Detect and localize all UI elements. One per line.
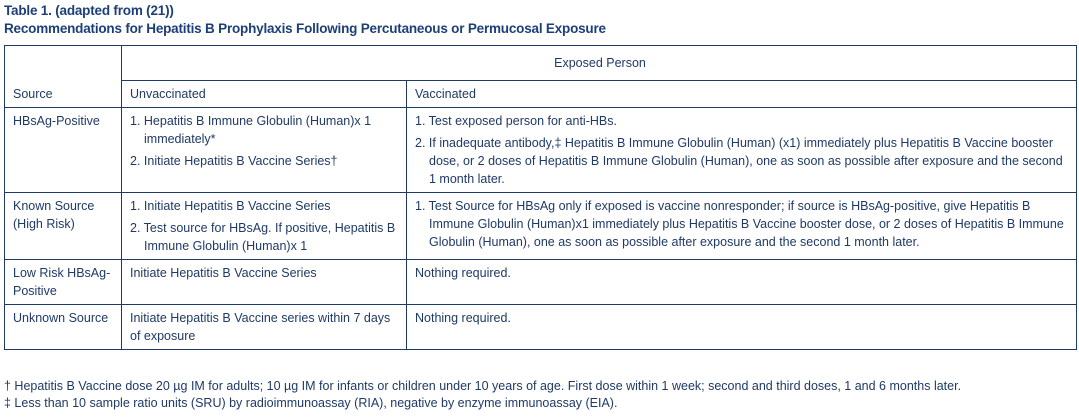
unvaccinated-cell	[122, 193, 407, 260]
header-exposed-person	[122, 46, 1077, 81]
header-vaccinated	[407, 81, 1077, 108]
footnotes	[4, 378, 961, 412]
table-row	[5, 305, 1077, 350]
source-cell	[5, 108, 122, 193]
source-label: Unknown Source	[13, 311, 109, 325]
source-cell	[5, 305, 122, 350]
table-header-row-group	[5, 46, 1077, 81]
unvaccinated-cell	[122, 108, 407, 193]
vaccinated-cell	[407, 108, 1077, 193]
list-item: 2. Test source for HBsAg. If positive, Hepatitis B Immune Globulin (Human)x 1	[130, 221, 396, 253]
table-title-line1: Table 1. (adapted from (21))	[4, 3, 174, 18]
source-label: Known Source (High Risk)	[13, 199, 95, 231]
list-item: 2. Initiate Hepatitis B Vaccine Series†	[130, 154, 338, 168]
list-item: 1. Initiate Hepatitis B Vaccine Series	[130, 199, 331, 213]
list-item: 1. Test exposed person for anti-HBs.	[415, 114, 617, 128]
header-exposed-person-label: Exposed Person	[554, 56, 646, 70]
header-source	[5, 46, 122, 108]
source-cell	[5, 260, 122, 305]
source-label: Low Risk HBsAg-Positive	[13, 266, 111, 298]
list-item: 1. Test Source for HBsAg only if exposed is vaccine nonresponder; if source is HBsAg-positive, give Hepatitis B Immune Globulin (Human)x1 immediately plus Hepatitis B Vaccine booster dose, or 2 doses of Hepatitis B Immune Globulin (Human), one as soon as possible after exposure and the second 1 month later.	[415, 199, 1064, 249]
source-label: HBsAg-Positive	[13, 114, 100, 128]
header-unvaccinated	[122, 81, 407, 108]
list-item: Initiate Hepatitis B Vaccine series within 7 days of exposure	[130, 311, 391, 343]
table-row	[5, 193, 1077, 260]
unvaccinated-cell	[122, 305, 407, 350]
table-title-line2: Recommendations for Hepatitis B Prophylaxis Following Percutaneous or Permucosal Exposure	[4, 21, 606, 36]
footnote-dagger: † Hepatitis B Vaccine dose 20 µg IM for adults; 10 µg IM for infants or children under 10 years of age. First dose within 1 week; second and third doses, 1 and 6 months later.	[4, 379, 962, 393]
table-row	[5, 260, 1077, 305]
vaccinated-cell	[407, 305, 1077, 350]
unvaccinated-cell	[122, 260, 407, 305]
table-row	[5, 108, 1077, 193]
footnote-double-dagger: ‡ Less than 10 sample ratio units (SRU) by radioimmunoassay (RIA), negative by enzyme immunoassay (EIA).	[4, 396, 618, 410]
header-source-label: Source	[13, 87, 53, 101]
vaccinated-cell	[407, 193, 1077, 260]
table-header-row	[5, 81, 1077, 108]
list-item: Nothing required.	[415, 311, 511, 325]
prophylaxis-table	[4, 45, 1077, 350]
table-title	[4, 2, 606, 38]
vaccinated-cell	[407, 260, 1077, 305]
header-vaccinated-label: Vaccinated	[415, 87, 476, 101]
list-item: 2. If inadequate antibody,‡ Hepatitis B Immune Globulin (Human) (x1) immediately plus Hepatitis B Vaccine booster dose, or 2 doses of Hepatitis B Immune Globulin (Human), one as soon as possible after exposure and the second 1 month later.	[415, 136, 1063, 186]
source-cell	[5, 193, 122, 260]
list-item: Nothing required.	[415, 266, 511, 280]
header-unvaccinated-label: Unvaccinated	[130, 87, 206, 101]
list-item: 1. Hepatitis B Immune Globulin (Human)x 1 immediately*	[130, 114, 372, 146]
list-item: Initiate Hepatitis B Vaccine Series	[130, 266, 317, 280]
